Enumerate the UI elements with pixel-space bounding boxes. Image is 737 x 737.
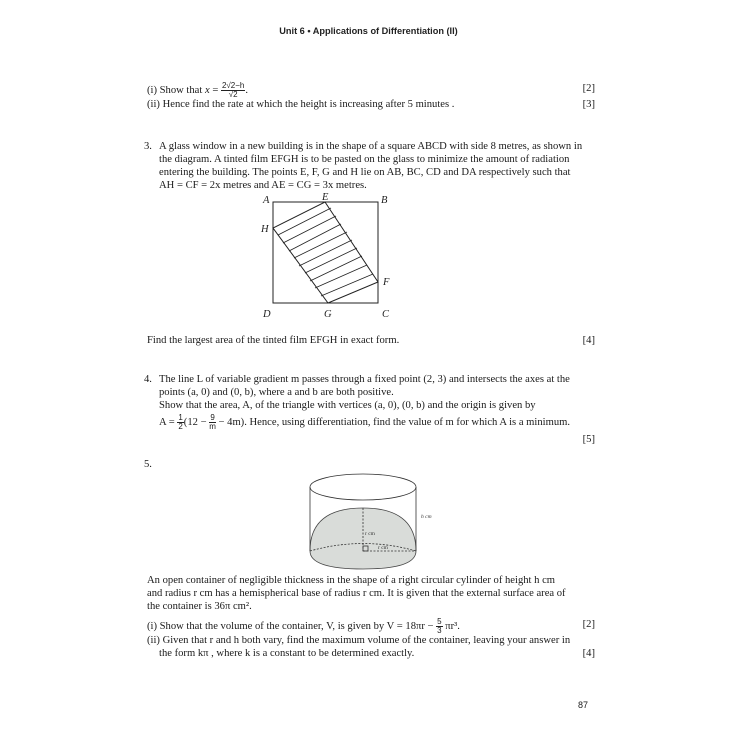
q3-line-1: A glass window in a new building is in the shape of a square ABCD with side 8 metres, as shown in <box>159 141 583 152</box>
q4-after-formula: Hence, using differentiation, find the value of m for which A is a minimum. <box>246 416 571 428</box>
q5-part-i-marks: [2] <box>582 619 595 630</box>
q4-line-2: points (a, 0) and (0, b), where a and b are both positive. <box>159 387 394 398</box>
q3-line-3: entering the building. The points E, F, G and H lie on AB, BC, CD and DA respectively such that <box>159 167 571 178</box>
q4-number: 4. <box>144 374 152 385</box>
q5-line-2: and radius r cm has a hemispherical base of radius r cm. It is given that the external surface area of <box>147 588 566 599</box>
q5-part-i-after: πr³. <box>442 620 460 632</box>
q5-part-ii-2 <box>159 647 595 660</box>
hatching <box>278 208 373 296</box>
q5-part-ii-1: (ii) Given that r and h both vary, find the maximum volume of the container, leaving your answer in <box>147 635 571 646</box>
q4-line-1: The line L of variable gradient m passes through a fixed point (2, 3) and intersects the axes at the <box>159 374 570 385</box>
q3-question <box>147 334 595 347</box>
q5-line-3: the container is 36π cm². <box>147 601 252 612</box>
q2-part-i-text: (i) Show that <box>147 84 205 96</box>
hemisphere <box>310 508 416 569</box>
q4-marks: [5] <box>582 434 595 445</box>
label-d: D <box>263 309 271 320</box>
q3-line-4: AH = CF = 2x metres and AE = CG = 3x metres. <box>159 180 367 191</box>
frac-den: m <box>209 422 216 431</box>
q2-part-i-after: . <box>245 84 249 96</box>
label-g: G <box>324 309 332 320</box>
q5-part-i <box>147 618 595 635</box>
frac-num: 9 <box>210 413 215 422</box>
q4-line-3: Show that the area, A, of the triangle with vertices (a, 0), (0, b) and the origin is given by <box>159 400 536 411</box>
page-number: 87 <box>578 700 589 710</box>
label-h: H <box>261 224 269 235</box>
film-efgh <box>273 202 378 303</box>
label-b: B <box>381 195 388 206</box>
r-vertical-label: r cm <box>365 531 375 537</box>
q2-part-ii-marks: [3] <box>582 99 595 110</box>
label-a: A <box>263 195 270 206</box>
q2-eq: = <box>209 84 221 96</box>
page-header: Unit 6 • Applications of Differentiation (II) <box>279 26 458 36</box>
frac-num: 1 <box>178 413 183 422</box>
cylinder-top <box>310 474 416 500</box>
label-c: C <box>382 309 390 320</box>
q3-question-text: Find the largest area of the tinted film EFGH in exact form. <box>147 335 400 346</box>
r-horizontal-label: r cm <box>378 545 388 551</box>
q2-var-x: x <box>204 84 210 96</box>
frac-den: √2 <box>228 90 238 99</box>
q5-part-ii-marks: [4] <box>582 648 595 659</box>
label-f: F <box>383 277 390 288</box>
square-diagram <box>273 202 378 303</box>
square-abcd <box>273 202 378 303</box>
frac-den: 3 <box>437 626 442 635</box>
q5-line-1: An open container of negligible thickness in the shape of a right circular cylinder of height h cm <box>147 575 556 586</box>
q3-marks: [4] <box>582 335 595 346</box>
q4-nine-over-m <box>209 414 216 431</box>
h-label: h cm <box>421 514 432 520</box>
q4-formula-line <box>159 414 595 431</box>
q5-part-ii-text: the form kπ , where k is a constant to be determined exactly. <box>159 648 415 659</box>
q4-formula-close: − 4m). <box>215 416 247 428</box>
q3-line-2: the diagram. A tinted film EFGH is to be pasted on the glass to minimize the amount of radiation <box>159 154 570 165</box>
q3-number: 3. <box>144 141 152 152</box>
q4-formula-open: (12 − <box>183 416 210 428</box>
frac-den: 2 <box>178 422 183 431</box>
q5-part-i-text: (i) Show that the volume of the container, V, is given by V = 18πr − <box>147 620 437 632</box>
cylinder-diagram <box>310 474 416 569</box>
q2-part-i-marks: [2] <box>582 83 595 94</box>
q5-number: 5. <box>144 459 152 470</box>
q2-part-ii-text: (ii) Hence find the rate at which the height is increasing after 5 minutes . <box>147 99 455 110</box>
frac-num: 5 <box>437 617 442 626</box>
frac-num: 2√2−h <box>221 81 245 90</box>
q4-formula-lhs: A = <box>159 416 178 428</box>
label-e: E <box>322 192 329 203</box>
